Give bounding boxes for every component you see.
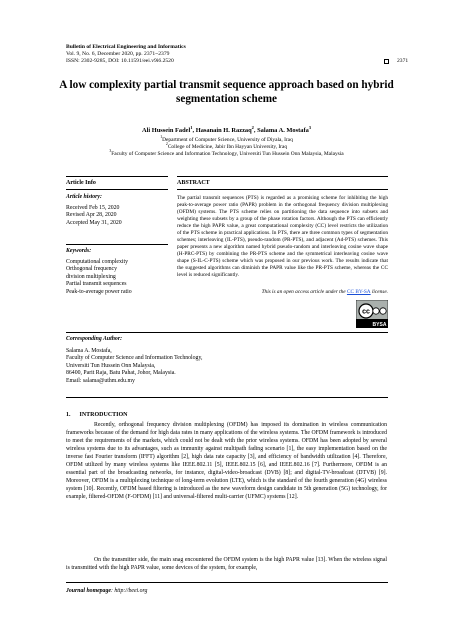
history-list [66,205,166,227]
license-line [177,289,388,295]
affiliation-text: Department of Computer Science, University of Diyala, Iraq [162,137,293,143]
homepage-url[interactable]: http://beei.org [114,588,148,594]
abstract-text: The partial transmit sequences (PTS) is regarded as a promising scheme for inhibiting the high peak-to-average power ratio (PAPR) problem in the orthogonal frequency division multiplexing (OFDM) systems. The PTS scheme relies on partitioning the data sequence into subsets and weighting these subsets by a group of the phase rotation factors. Although the PTS can efficiently reduce the high PAPR value, a great computational complexity (CC) level restricts the utilization of the PTS scheme in practical applications. In PTS, there are three common types of segmentation schemes; interleaving (IL-PTS), pseudo-random (PR-PTS), and adjacent (Ad-PTS) schemes. This paper presents a new algorithm named hybrid pseudo-random and interleaving cosine wave shape (H-PRC-PTS) by combining the PR-PTS scheme and the symmetrical interleaving cosine wave shape (S-IL-C-PTS) scheme which was proposed in our previous work. The results indicate that the suggested algorithms can diminish the PAPR value like the PR-PTS scheme, whereas the CC level is reduced significantly. [177,195,388,278]
contact-line: Faculty of Computer Science and Information Technology, [66,355,203,362]
keyword: Orthogonal frequency [66,266,118,273]
journal-volume: Vol. 9, No. 6, December 2020, pp. 2371~2379 [66,51,170,57]
license-link[interactable]: CC BY-SA [346,289,371,295]
abstract-heading: ABSTRACT [177,180,210,186]
divider [66,244,168,245]
contact-line: Universiti Tun Hussein Onn Malaysia, [66,362,156,369]
affiliation [40,151,413,158]
page-number: 2371 [397,58,409,64]
homepage-label: Journal homepage [66,588,111,594]
author-name: Ali Hussein Fadel [142,127,191,134]
affiliation-text: College of Medicine, Jabir Ibn Hayyan University, Iraq [167,144,288,150]
contact-line: Salama A. Mostafa, [66,348,112,354]
contact-email: Email: salama@uthm.edu.my [66,377,135,384]
divider [66,397,388,398]
corresponding-details [66,348,386,385]
cc-by-sa-badge[interactable] [356,300,388,328]
section-heading: 1. INTRODUCTION [66,412,128,418]
history-item: Accepted May 31, 2020 [66,219,122,226]
license-suffix: license. [370,289,388,295]
keyword: division multiplexing [66,273,116,280]
divider [66,332,388,333]
footer-divider [66,582,388,583]
corresponding-heading: Corresponding Author: [66,336,123,342]
affiliation-sup: 1 [160,135,163,140]
journal-homepage: Journal homepage: http://beei.org [66,588,148,594]
divider [66,189,168,190]
author-name: Salama A. Mostafa [257,127,309,134]
body-paragraph: Recently, orthogonal frequency division multiplexing (OFDM) has imposed its domination in wireless communication frameworks because of the demand for high data rates in many applications of the wireless systems. The OFDM framework is introduced to meet the requirements of the markets, which could not be dealt with the prior wireless systems. OFDM has been adopted by several wireless systems due to its advantages, such as immunity against multipath fading scenario [1], the easy implementation based on the inverse fast Fourier transform (IFFT) algorithm [2], high data rate capacity [3], and efficiency of bandwidth utilization [4]. Therefore, OFDM utilized by many wireless systems like IEEE.802.11 [5], IEEE.802.15 [6], and IEEE.802.16 [7]. Furthermore, OFDM is an essential part of the broadcasting networks, for instance, digital-video-broadcast (DVB) [8]; and digital-TV-broadcast (DTVB) [9]. Moreover, OFDM is a multiplexing technique of long-term evolution (LTE), which is the standard of the fourth generation (4G) wireless system [10]. Recently, OFDM based filtering is introduced as the new waveform design candidate in 5th generation (5G) technology, for example, filtered-OFDM (F-OFDM) [11] and universal-filtered multi-carrier (UFMC) systems [12]. [66,422,387,500]
license-prefix: This is an open access article under the [261,289,347,295]
keyword: Computational complexity [66,259,128,265]
affiliation-sup: 3 [109,149,112,154]
by-label: BY [372,322,380,328]
paper-title: A low complexity partial transmit sequence approach based on hybrid segmentation scheme [59,79,394,105]
page-number-block [384,58,408,64]
history-heading: Article history: [66,194,102,200]
author-list: Ali Hussein Fadel$^1$, Hasanain H. Razzaq$^2$, Salama A. Mostafa$^3$ [142,124,311,134]
affiliation-text: Faculty of Computer Science and Information Technology, Universiti Tun Hussein Onn Malaysia, Malaysia [111,151,344,157]
sa-share-icon [380,308,386,314]
author-sup: 2 [251,124,254,130]
history-item: Revised Apr 28, 2020 [66,212,117,219]
author-sup: 3 [308,124,311,130]
divider [177,176,388,177]
keyword: Partial transmit sequences [66,281,127,288]
affiliation-sup: 2 [165,142,168,147]
divider [177,189,388,190]
history-item: Received Feb 15, 2020 [66,205,120,211]
sa-label: SA [379,322,387,328]
keywords-heading: Keywords: [66,248,92,254]
square-icon [384,59,389,64]
journal-issn: ISSN: 2302-9285, DOI: 10.11591/eei.v9i6.2520 [66,58,174,64]
author-sup: 1 [190,124,193,130]
keywords-list [66,259,166,296]
article-info-heading: Article Info [66,180,96,186]
by-person-icon [373,308,379,314]
author-name: Hasanain H. Razzaq [195,127,252,134]
keyword: Peak-to-average power ratio [66,288,132,295]
cc-label: cc [362,308,370,316]
divider [66,176,168,177]
contact-line: 86400, Parit Raja, Batu Pahat, Johor, Malaysia. [66,370,176,377]
journal-name: Bulletin of Electrical Engineering and Informatics [66,44,186,50]
body-paragraph: On the transmitter side, the main snag encountered the OFDM system is the high PAPR value [13]. When the wireless signal is transmitted with the high PAPR value, some devices of the system, for example, [66,557,387,571]
